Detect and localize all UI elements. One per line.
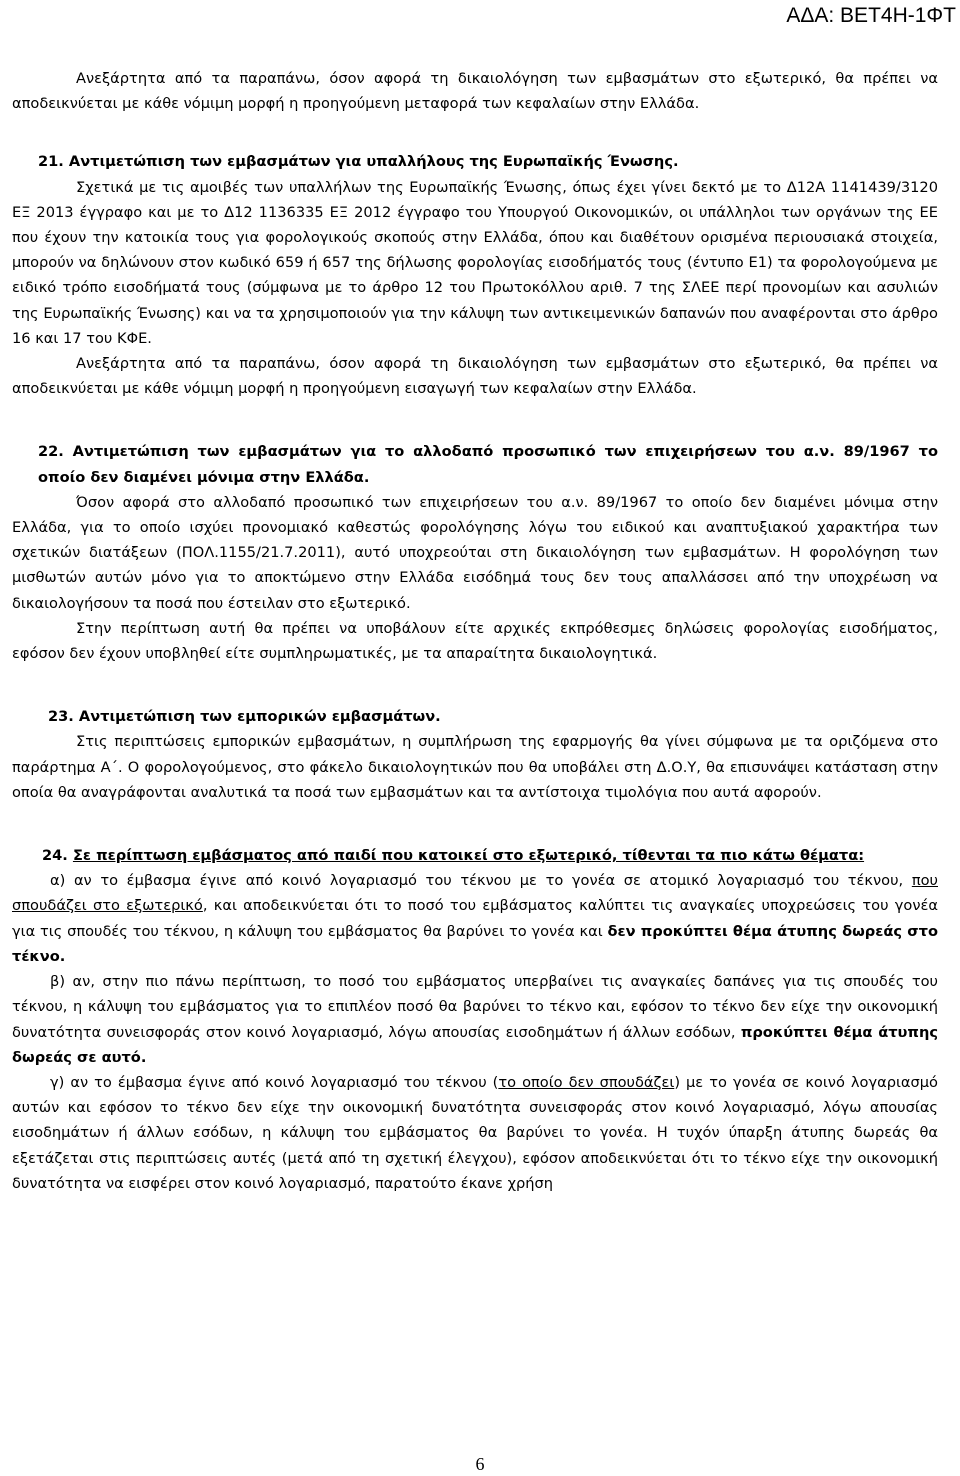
item-c-text-2: ) με το γονέα σε κοινό λογαριασμό αυτών και εφόσον το τέκνο δεν είχε την οικονομική δυνατότητα συνεισφοράς στον κοινό λογαριασμό, λόγω απουσίας εισοδημάτων ή άλλων εσόδων, η κάλυψη του εμβάσματος θα βαρύνει το γονέα. Η τυχόν ύπαρξη άτυπης δωρεάς θα εξετάζεται στις περιπτώσεις αυτές (μετά από τη σχετική έλεγχου), εφόσον αποδεικνύεται ότι το τέκνο είχε την οικονομική δυνατότητα να εισφέρει στον κοινό λογαριασμό, παρατούτο έκανε χρήση: [12, 1073, 938, 1192]
section-24-heading: [12, 843, 938, 868]
item-b-bold: προκύπτει θέμα άτυπης δωρεάς σε αυτό.: [12, 1023, 938, 1066]
page-number: 6: [475, 1454, 485, 1474]
section-24-item-a: [12, 868, 938, 969]
document-body: [12, 66, 938, 1196]
item-a-text-1: α) αν το έμβασμα έγινε από κοινό λογαριασμό του τέκνου με το γονέα σε ατομικό λογαριασμό του τέκνου,: [50, 872, 912, 890]
section-24-item-b: [12, 969, 938, 1070]
section-24-heading-text: Σε περίπτωση εμβάσματος από παιδί που κατοικεί στο εξωτερικό, τίθενται τα πιο κάτω θέματα:: [72, 847, 865, 865]
section-23-heading: 23. Αντιμετώπιση των εμπορικών εμβασμάτων.: [48, 708, 441, 726]
item-b-text-1: β) αν, στην πιο πάνω περίπτωση, το ποσό του εμβάσματος υπερβαίνει τις αναγκαίες δαπάνες για τις σπουδές του τέκνου, η κάλυψη του εμβάσματος για το επιπλέον ποσό θα βαρύνει το τέκνο και, εφόσον το τέκνο δεν είχε την οικονομική δυνατότητα συνεισφοράς στον κοινό λογαριασμό, λόγω απουσίας εισοδημάτων ή άλλων εσόδων,: [12, 973, 938, 1041]
item-c-text-1: γ) αν το έμβασμα έγινε από κοινό λογαριασμό του τέκνου (: [50, 1073, 499, 1091]
section-21-heading: 21. Αντιμετώπιση των εμβασμάτων για υπαλλήλους της Ευρωπαϊκής Ένωσης.: [38, 153, 679, 171]
item-a-text-2: , και αποδεικνύεται ότι το ποσό του εμβάσματος καλύπτει τις αναγκαίες υποχρεώσεις του γονέα για τις σπουδές του τέκνου, η κάλυψη του εμβάσματος θα βαρύνει το γονέα και: [12, 897, 938, 940]
item-a-underlined: που σπουδάζει στο εξωτερικό: [12, 872, 938, 915]
item-c-underlined: το οποίο δεν σπουδάζει: [498, 1073, 675, 1091]
section-21-paragraph-1: Σχετικά με τις αμοιβές των υπαλλήλων της Ευρωπαϊκής Ένωσης, όπως έχει γίνει δεκτό με το Δ12Α 1141439/3120 ΕΞ 2013 έγγραφο και με το Δ12 1136335 ΕΞ 2012 έγγραφο του Υπουργού Οικονομικών, οι υπάλληλοι των οργάνων της ΕΕ που έχουν την κατοικία τους για φορολογικούς σκοπούς στην Ελλάδα, όπου και διαθέτουν ορισμένα περιουσιακά στοιχεία, μπορούν να δηλώνουν στον κωδικό 659 ή 657 της δήλωσης φορολογίας εισοδήματός τους (έντυπο Ε1) τα φορολογούμενα με ειδικό τρόπο εισοδήματά τους (σύμφωνα με το άρθρο 12 του Πρωτοκόλλου αριθ. 7 της ΣΛΕΕ περί προνομίων και ασυλιών της Ευρωπαϊκής Ένωσης) και να τα χρησιμοποιούν για την κάλυψη των αντικειμενικών δαπανών που αναφέρονται στο άρθρο 16 και 17 του ΚΦΕ.: [12, 178, 938, 347]
intro-paragraph: Ανεξάρτητα από τα παραπάνω, όσον αφορά τη δικαιολόγηση των εμβασμάτων στο εξωτερικό, θα πρέπει να αποδεικνύεται με κάθε νόμιμη μορφή η προηγούμενη μεταφορά των κεφαλαίων στην Ελλάδα.: [12, 70, 938, 113]
section-22-heading: 22. Αντιμετώπιση των εμβασμάτων για το αλλοδαπό προσωπικό των επιχειρήσεων του α.ν. 89/1967 το οποίο δεν διαμένει μόνιμα στην Ελλάδα.: [38, 443, 938, 486]
section-22-paragraph-2: Στην περίπτωση αυτή θα πρέπει να υποβάλουν είτε αρχικές εκπρόθεσμες δηλώσεις φορολογίας εισοδήματος, εφόσον δεν έχουν υποβληθεί είτε συμπληρωματικές, με τα απαραίτητα δικαιολογητικά.: [12, 619, 938, 663]
section-24-item-c: [12, 1070, 938, 1196]
section-24-number: 24.: [42, 847, 73, 865]
item-a-bold: δεν προκύπτει θέμα άτυπης δωρεάς στο τέκνο.: [12, 922, 938, 965]
ada-code: ΑΔΑ: ΒΕΤ4Η-1ΦΤ: [786, 4, 956, 27]
section-21-paragraph-2: Ανεξάρτητα από τα παραπάνω, όσον αφορά τη δικαιολόγηση των εμβασμάτων στο εξωτερικό, θα πρέπει να αποδεικνύεται με κάθε νόμιμη μορφή η προηγούμενη εισαγωγή των κεφαλαίων στην Ελλάδα.: [12, 355, 938, 398]
section-22-paragraph-1: Όσον αφορά στο αλλοδαπό προσωπικό των επιχειρήσεων του α.ν. 89/1967 το οποίο δεν διαμένει μόνιμα στην Ελλάδα, για το οποίο ισχύει προνομιακό καθεστώς φορολόγησης λόγω του ειδικού και αναπτυξιακού χαρακτήρα των σχετικών διατάξεων (ΠΟΛ.1155/21.7.2011), αυτό υποχρεούται στη δικαιολόγηση των εμβασμάτων. Η φορολόγηση των μισθωτών αυτών μόνο για το αποκτώμενο στην Ελλάδα εισόδημά τους δεν τους απαλλάσσει από την υποχρέωση να δικαιολογήσουν τα ποσά που έστειλαν στο εξωτερικό.: [12, 493, 938, 612]
section-23-paragraph-1: Στις περιπτώσεις εμπορικών εμβασμάτων, η συμπλήρωση της εφαρμογής θα γίνει σύμφωνα με τα οριζόμενα στο παράρτημα Α΄. Ο φορολογούμενος, στο φάκελο δικαιολογητικών που θα υποβάλει στη Δ.Ο.Υ, θα επισυνάψει κατάσταση στην οποία θα αναγράφονται αναλυτικά τα ποσά των εμβασμάτων και τα αντίστοιχα τιμολόγια που αυτά αφορούν.: [12, 733, 938, 801]
